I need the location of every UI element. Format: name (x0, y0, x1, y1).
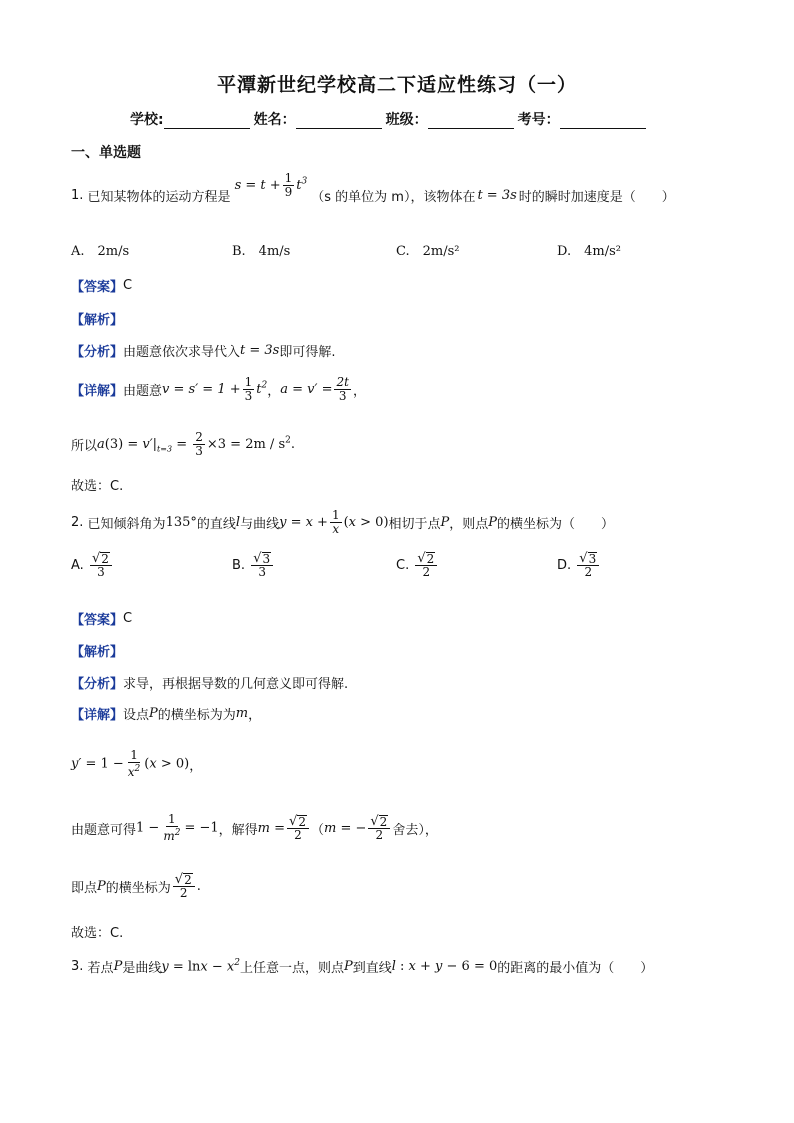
q2-deduce-post: 舍去）， (392, 822, 438, 838)
q2-option-c-value: √ 2 2 (415, 552, 437, 579)
q2-analysis-label: 【解析】 (71, 645, 124, 660)
q1-suoyi: 所以 (71, 439, 98, 454)
q2-conclude-mid: 的横坐标为 (105, 881, 171, 896)
q2-analysis (71, 641, 123, 660)
q2-deduce-mid: ，解得 (218, 822, 258, 838)
class-label: 班级： (385, 112, 428, 128)
q3-pre: 若点 (87, 961, 114, 976)
q1-velocity-formula: v = s′ = 1 + $\frac{1}{3}$ $t^2$ (162, 375, 268, 403)
q2-option-b[interactable] (232, 552, 275, 579)
q2-post2: 的横坐标为（ ） (497, 517, 615, 532)
q2-mid2: 与曲线 (240, 517, 280, 532)
q2-detail-text1: 设点 (123, 708, 150, 723)
q3-mid1: 是曲线 (122, 961, 162, 976)
q2-rejected-solution: m = − √ 2 2 (324, 815, 392, 842)
q3-mid2: 上任意一点，则点 (239, 961, 344, 976)
q2-solution: m = √ 2 2 (258, 815, 311, 842)
q1-fenxi-value: t = 3s (240, 343, 280, 358)
q1-option-a[interactable]: A. 2m/s (71, 244, 130, 259)
q2-point-p-2: P (488, 515, 498, 530)
q2-fenxi-label: 【分析】 (71, 677, 124, 692)
school-label: 学校: (130, 112, 164, 128)
q2-mid3: 相切于点 (388, 517, 441, 532)
q3-curve: $y = \ln x - x^2$ (161, 958, 240, 975)
q2-answer-value: C (123, 611, 133, 626)
question-3 (71, 957, 653, 976)
q2-fenxi-text: 求导，再根据导数的几何意义即可得解. (123, 677, 349, 692)
page-title: 平潭新世纪学校高二下适应性练习（一） (216, 74, 577, 96)
q2-post: ，则点 (449, 517, 489, 532)
q2-detail-p: P (149, 706, 158, 721)
q1-answer (71, 276, 132, 295)
school-blank[interactable] (164, 114, 250, 129)
q2-derivative: y′ = 1 − $\frac{1}{x^2}$ (x > 0) ， (71, 748, 203, 779)
name-blank[interactable] (296, 114, 382, 129)
q2-option-a-letter: A. (71, 558, 84, 573)
q1-analysis-label: 【解析】 (71, 313, 124, 328)
q2-option-d-value: √ 3 2 (577, 552, 599, 579)
q2-option-a[interactable] (71, 552, 114, 579)
q1-detail-label: 【详解】 (71, 384, 124, 399)
q1-t-value: t = 3s (477, 188, 517, 203)
q2-number: 2. (71, 515, 84, 530)
question-1 (71, 171, 675, 209)
q3-post: 的距离的最小值为（ ） (497, 961, 654, 976)
student-info-line (130, 109, 650, 129)
q2-curve: y = x + $\frac{1}{x}$ (x > 0) (279, 508, 389, 536)
q2-option-b-value: √ 3 3 (251, 552, 273, 579)
q1-fenxi-pre: 由题意依次求导代入 (123, 345, 241, 360)
number-blank[interactable] (560, 114, 646, 129)
class-blank[interactable] (428, 114, 514, 129)
q2-option-b-letter: B. (232, 558, 246, 573)
q2-option-c-letter: C. (396, 558, 410, 573)
q2-angle: 135° (165, 515, 197, 530)
q2-conclude: 即点 P 的横坐标为 √ 2 2 . (71, 872, 201, 900)
q3-point-p: P (113, 959, 123, 974)
number-label: 考号： (517, 112, 560, 128)
q2-deduce-pre: 由题意可得 (71, 822, 137, 838)
q2-conclude-pre: 即点 (71, 881, 98, 896)
q2-mid1: 的直线 (196, 517, 236, 532)
q1-guxuan (71, 475, 123, 494)
q1-answer-label: 【答案】 (71, 280, 124, 295)
q2-deduce-equation: 1 − $\frac{1}{m^2}$ = −1 (136, 812, 219, 843)
q3-mid3: 到直线 (352, 961, 392, 976)
q2-conclude-p: P (97, 879, 106, 894)
q1-unit-note: （s 的单位为 m），该物体在 (311, 190, 476, 205)
q1-text-pre: 已知某物体的运动方程是 (87, 190, 231, 205)
q1-option-c[interactable]: C. 2m/s² (396, 244, 460, 259)
q2-detail: 【详解】 设点 P 的横坐标为为 m ， (71, 706, 262, 723)
q2-conclude-value: √ 2 2 (173, 873, 195, 900)
q2-pre: 已知倾斜角为 (87, 517, 166, 532)
q1-fenxi-post: 即可得解. (279, 345, 336, 360)
q2-detail-m: m (235, 706, 249, 721)
q1-option-d[interactable]: D. 4m/s² (557, 244, 621, 259)
q1-answer-value: C (123, 278, 133, 293)
q1-option-b[interactable]: B. 4m/s (232, 244, 291, 259)
q1-detail: 【详解】 由题意 v = s′ = 1 + $\frac{1}{3}$ $t^2$ ， a = v′ = $\frac{2t}{3}$ ， (71, 375, 366, 403)
q1-text-post: 时的瞬时加速度是（ ） (518, 190, 675, 205)
q1-acceleration-formula: a = v′ = $\frac{2t}{3}$ (280, 375, 349, 403)
q2-guxuan (71, 922, 123, 941)
q2-derivative-formula: y′ = 1 − $\frac{1}{x^2}$ (x > 0) (71, 748, 190, 779)
q1-analysis (71, 309, 123, 328)
q2-choice-text: 故选：C. (71, 926, 124, 941)
q2-option-a-value: √ 2 3 (90, 552, 112, 579)
q2-point-p: P (440, 515, 450, 530)
q3-point-p-2: P (343, 959, 353, 974)
q1-result (71, 431, 295, 458)
q1-number: 1. (71, 188, 84, 203)
q2-answer (71, 609, 132, 628)
q2-answer-label: 【答案】 (71, 613, 124, 628)
q2-deduce: 由题意可得 1 − $\frac{1}{m^2}$ = −1 ，解得 m = √ 2 2 （ m = − √ 2 2 舍去）， (71, 812, 438, 843)
name-label: 姓名： (253, 112, 296, 128)
q1-detail-pre: 由题意 (123, 384, 163, 399)
q3-number: 3. (71, 959, 84, 974)
q2-option-d-letter: D. (557, 558, 572, 573)
question-2 (71, 509, 614, 536)
q2-option-c[interactable] (396, 552, 439, 579)
q2-detail-label: 【详解】 (71, 708, 124, 723)
q2-detail-text2: 的横坐标为为 (157, 708, 236, 723)
q1-equation: s = t + $\frac{1}{9}$ $t^3$ (234, 171, 308, 199)
section-heading: 一、单选题 (71, 145, 141, 161)
q2-fenxi (71, 673, 348, 692)
q2-line-l: l (235, 515, 241, 530)
q1-result-formula: $a(3) = v'|_{t=3}$ = $\frac{2}{3}$ $\times 3 = 2m / s^2$. (97, 430, 295, 458)
q3-line: l : x + y − 6 = 0 (391, 959, 498, 974)
q1-fenxi (71, 341, 336, 360)
q2-option-d[interactable] (557, 552, 601, 579)
q1-choice-text: 故选：C. (71, 479, 124, 494)
q1-fenxi-label: 【分析】 (71, 345, 124, 360)
